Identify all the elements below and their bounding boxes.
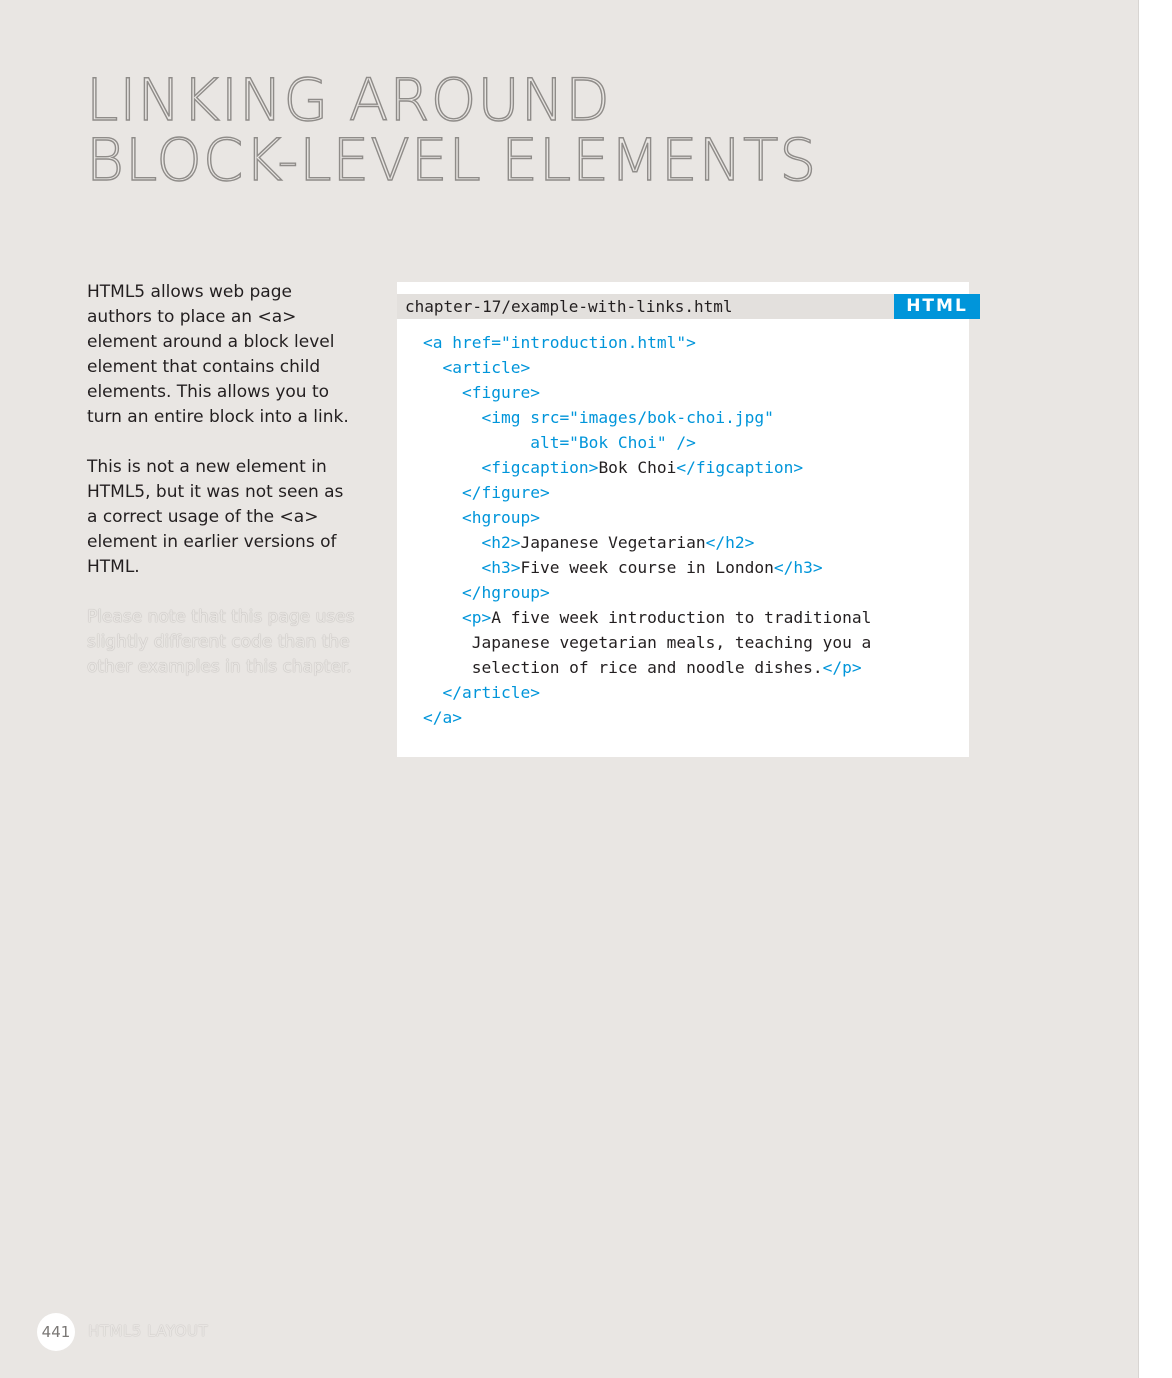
- code-tag: <a href="introduction.html">: [423, 333, 696, 352]
- language-badge: HTML: [894, 294, 980, 319]
- code-text: selection of rice and noodle dishes.: [423, 658, 823, 677]
- code-text: Japanese Vegetarian: [520, 533, 706, 552]
- code-line: [423, 480, 871, 505]
- code-tag: <h3>: [423, 558, 521, 577]
- code-tag: <hgroup>: [423, 508, 540, 527]
- code-filename: chapter-17/example-with-links.html: [405, 297, 733, 316]
- code-tag: </figure>: [423, 483, 550, 502]
- code-line: [423, 530, 871, 555]
- code-tag: </a>: [423, 708, 462, 727]
- code-tag: <figcaption>: [423, 458, 599, 477]
- code-line: [423, 505, 871, 530]
- page-number: 441: [37, 1313, 75, 1351]
- code-line: [423, 655, 871, 680]
- code-line: [423, 355, 871, 380]
- code-tag: </figcaption>: [676, 458, 804, 477]
- page-title: [86, 66, 818, 194]
- code-tag: </h3>: [773, 558, 823, 577]
- code-text: Bok Choi: [598, 458, 677, 477]
- code-line: [423, 580, 871, 605]
- code-tag: </article>: [423, 683, 540, 702]
- code-line: [423, 430, 871, 455]
- code-line: [423, 405, 871, 430]
- code-text: Five week course in London: [520, 558, 774, 577]
- code-line: [423, 380, 871, 405]
- intro-paragraph-1: HTML5 allows web page authors to place an <a> element around a block level element that contains child elements. This allows you to turn an entire block into a link.: [87, 282, 349, 427]
- code-tag: <figure>: [423, 383, 540, 402]
- code-tag: </h2>: [705, 533, 755, 552]
- intro-text: [87, 280, 357, 705]
- code-block: [423, 330, 871, 730]
- page-edge: [1138, 0, 1172, 1378]
- section-name: HTML5 LAYOUT: [88, 1322, 209, 1340]
- page-note: Please note that this page uses slightly different code than the other examples in this chapter.: [87, 607, 355, 677]
- code-line: [423, 705, 871, 730]
- code-example-panel: [397, 282, 969, 757]
- code-tag: <img src="images/bok-choi.jpg": [423, 408, 774, 427]
- code-tag: alt="Bok Choi" />: [423, 433, 696, 452]
- code-tag: <p>: [423, 608, 492, 627]
- code-tag: </p>: [822, 658, 862, 677]
- code-tag: <h2>: [423, 533, 521, 552]
- code-line: [423, 680, 871, 705]
- code-line: [423, 330, 871, 355]
- title-line-2: BLOCK-LEVEL ELEMENTS: [86, 126, 818, 194]
- code-filename-bar: [397, 294, 969, 319]
- code-tag: <article>: [423, 358, 531, 377]
- code-line: [423, 455, 871, 480]
- title-line-1: LINKING AROUND: [86, 66, 611, 134]
- code-tag: </hgroup>: [423, 583, 550, 602]
- code-text: A five week introduction to traditional: [491, 608, 872, 627]
- code-text: Japanese vegetarian meals, teaching you a: [423, 633, 872, 652]
- code-line: [423, 605, 871, 630]
- code-line: [423, 630, 871, 655]
- intro-paragraph-2: This is not a new element in HTML5, but it was not seen as a correct usage of the <a> element in earlier versions of HTML.: [87, 457, 344, 577]
- code-line: [423, 555, 871, 580]
